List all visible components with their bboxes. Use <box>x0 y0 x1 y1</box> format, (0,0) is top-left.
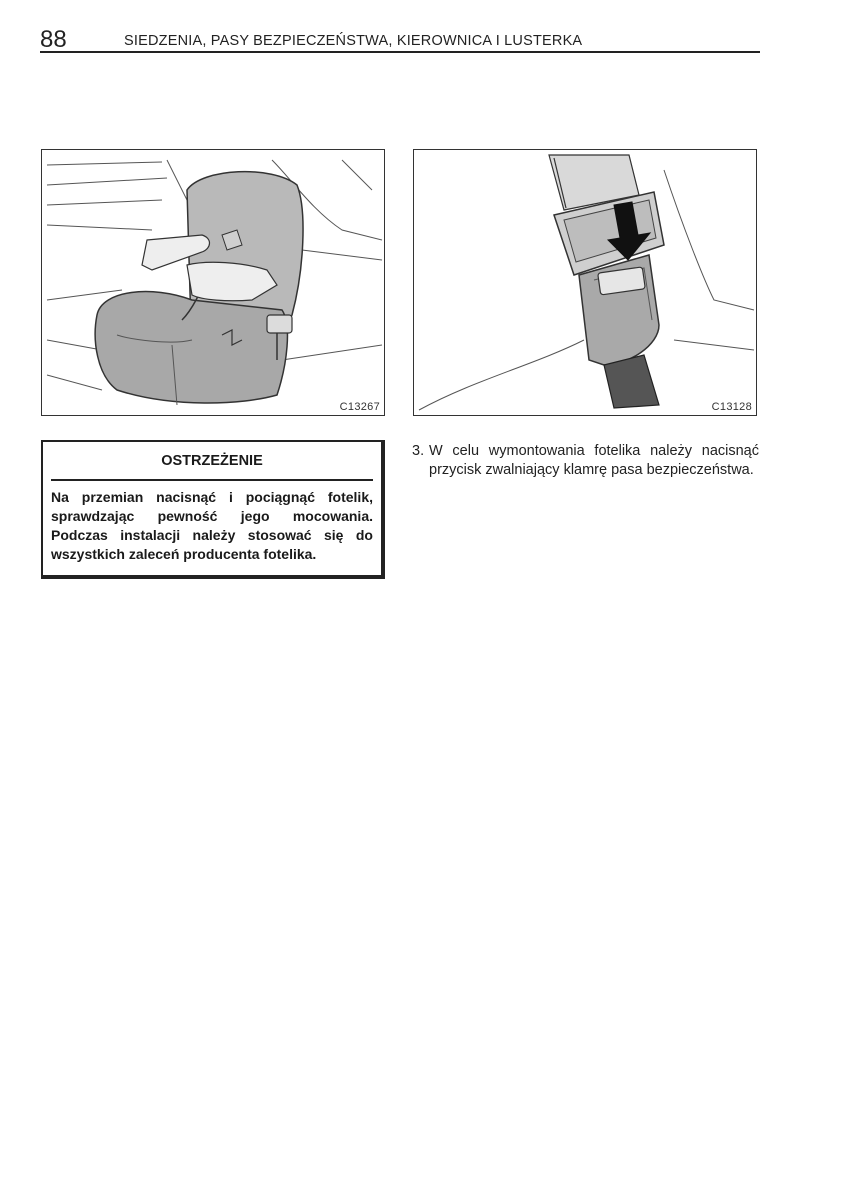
child-seat-installation-illustration <box>42 150 384 415</box>
warning-divider <box>51 479 373 481</box>
warning-title: OSTRZEŻENIE <box>161 453 263 469</box>
header-divider <box>40 51 760 53</box>
figure-child-seat <box>41 149 385 416</box>
section-title: SIEDZENIA, PASY BEZPIECZEŃSTWA, KIEROWNICA I LUSTERKA <box>124 33 583 49</box>
warning-text: Na przemian nacisnąć i pociągnąć fotelik, sprawdzając pewność jego mocowania. Podczas instalacji należy stosować się do wszystkich zaleceń producenta fotelika. <box>51 489 373 562</box>
step-text: W celu wymontowania fotelika należy nacisnąć przycisk zwalniający klamrę pasa bezpieczeństwa. <box>429 443 759 478</box>
seatbelt-buckle-release-illustration <box>414 150 756 415</box>
page-header <box>40 24 760 54</box>
step-number: 3. <box>412 443 425 459</box>
figure-code: C13267 <box>339 401 380 413</box>
page-number: 88 <box>40 26 67 53</box>
figure-code: C13128 <box>711 401 752 413</box>
figure-seatbelt-buckle <box>413 149 757 416</box>
warning-box <box>41 440 385 579</box>
